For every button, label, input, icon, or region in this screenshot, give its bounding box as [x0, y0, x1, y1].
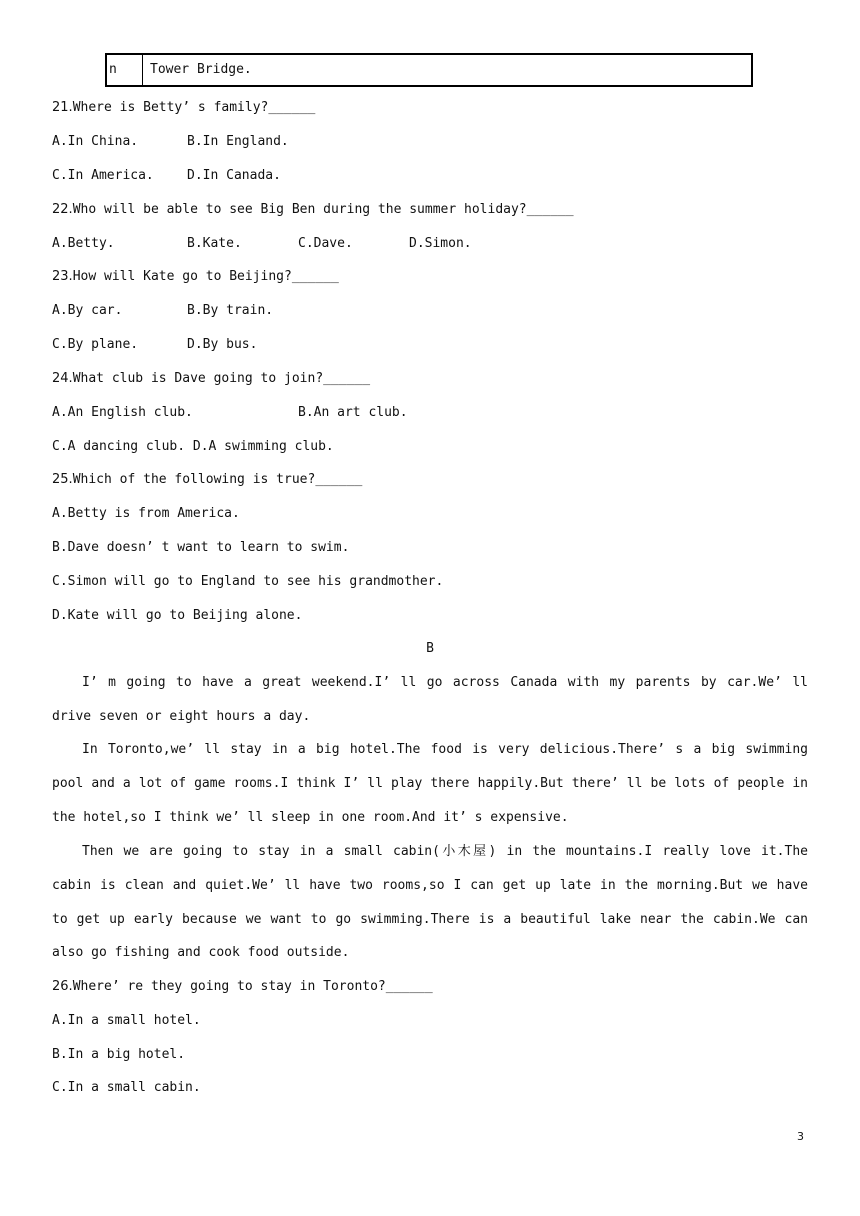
option-d: D.In Canada. — [187, 168, 281, 183]
question-text: Where’ re they going to stay in Toronto?______ — [72, 979, 433, 994]
option-c: C.Dave. — [298, 236, 353, 251]
option-a: A.An English club. — [52, 405, 193, 420]
question-text: Which of the following is true?______ — [72, 472, 363, 487]
option-c: C.In a small cabin. — [52, 1080, 201, 1095]
question-26 — [52, 979, 433, 995]
question-text: What club is Dave going to join?______ — [72, 371, 371, 386]
table-cell: Tower Bridge. — [150, 62, 252, 77]
option-b: B.In England. — [187, 134, 289, 149]
question-text: Where is Betty’ s family?______ — [72, 100, 316, 115]
question-25 — [52, 472, 362, 488]
option-b: B.In a big hotel. — [52, 1047, 186, 1062]
option-a: A.In a small hotel. — [52, 1013, 201, 1028]
table-row — [105, 53, 753, 87]
option-c: C.By plane. — [52, 337, 139, 352]
option-c: C.In America. — [52, 168, 154, 183]
question-24 — [52, 371, 370, 387]
question-number: 21. — [52, 100, 73, 115]
question-22 — [52, 202, 574, 218]
question-text: How will Kate go to Beijing?______ — [72, 269, 339, 284]
option-c: C.Simon will go to England to see his grandmother. — [52, 574, 444, 589]
question-text: Who will be able to see Big Ben during the summer holiday?______ — [72, 202, 574, 217]
option-d: D.Simon. — [409, 236, 472, 251]
option-c-d: C.A dancing club. D.A swimming club. — [52, 439, 334, 454]
option-a: A.By car. — [52, 303, 123, 318]
option-b: B.An art club. — [298, 405, 408, 420]
question-number: 24. — [52, 371, 73, 386]
question-number: 26. — [52, 979, 73, 994]
page-number: 3 — [797, 1130, 804, 1143]
option-b: B.Dave doesn’ t want to learn to swim. — [52, 540, 350, 555]
option-d: D.By bus. — [187, 337, 258, 352]
question-number: 23. — [52, 269, 73, 284]
option-d: D.Kate will go to Beijing alone. — [52, 608, 303, 623]
table-cell: n — [107, 55, 143, 85]
section-heading: B — [426, 641, 434, 656]
option-a: A.Betty is from America. — [52, 506, 240, 521]
passage-paragraph: I’ m going to have a great weekend.I’ ll go across Canada with my parents by car.We’ ll drive seven or eight hours a day. — [52, 675, 808, 724]
option-b: B.Kate. — [187, 236, 242, 251]
question-23 — [52, 269, 339, 285]
option-b: B.By train. — [187, 303, 274, 318]
question-number: 25. — [52, 472, 73, 487]
passage-paragraph: Then we are going to stay in a small cabin(小木屋) in the mountains.I really love it.The cabin is clean and quiet.We’ ll have two rooms,so I can get up late in the morning.But we have to get up early because we want to go swimming.There is a beautiful lake near the cabin.We can also go fishing and cook food outside. — [52, 844, 808, 961]
passage-paragraph: In Toronto,we’ ll stay in a big hotel.The food is very delicious.There’ s a big swimming pool and a lot of game rooms.I think I’ ll play there happily.But there’ ll be lots of people in the hotel,so I think we’ ll sleep in one room.And it’ s expensive. — [52, 742, 808, 825]
option-a: A.In China. — [52, 134, 139, 149]
option-a: A.Betty. — [52, 236, 115, 251]
question-21 — [52, 100, 315, 116]
question-number: 22. — [52, 202, 73, 217]
